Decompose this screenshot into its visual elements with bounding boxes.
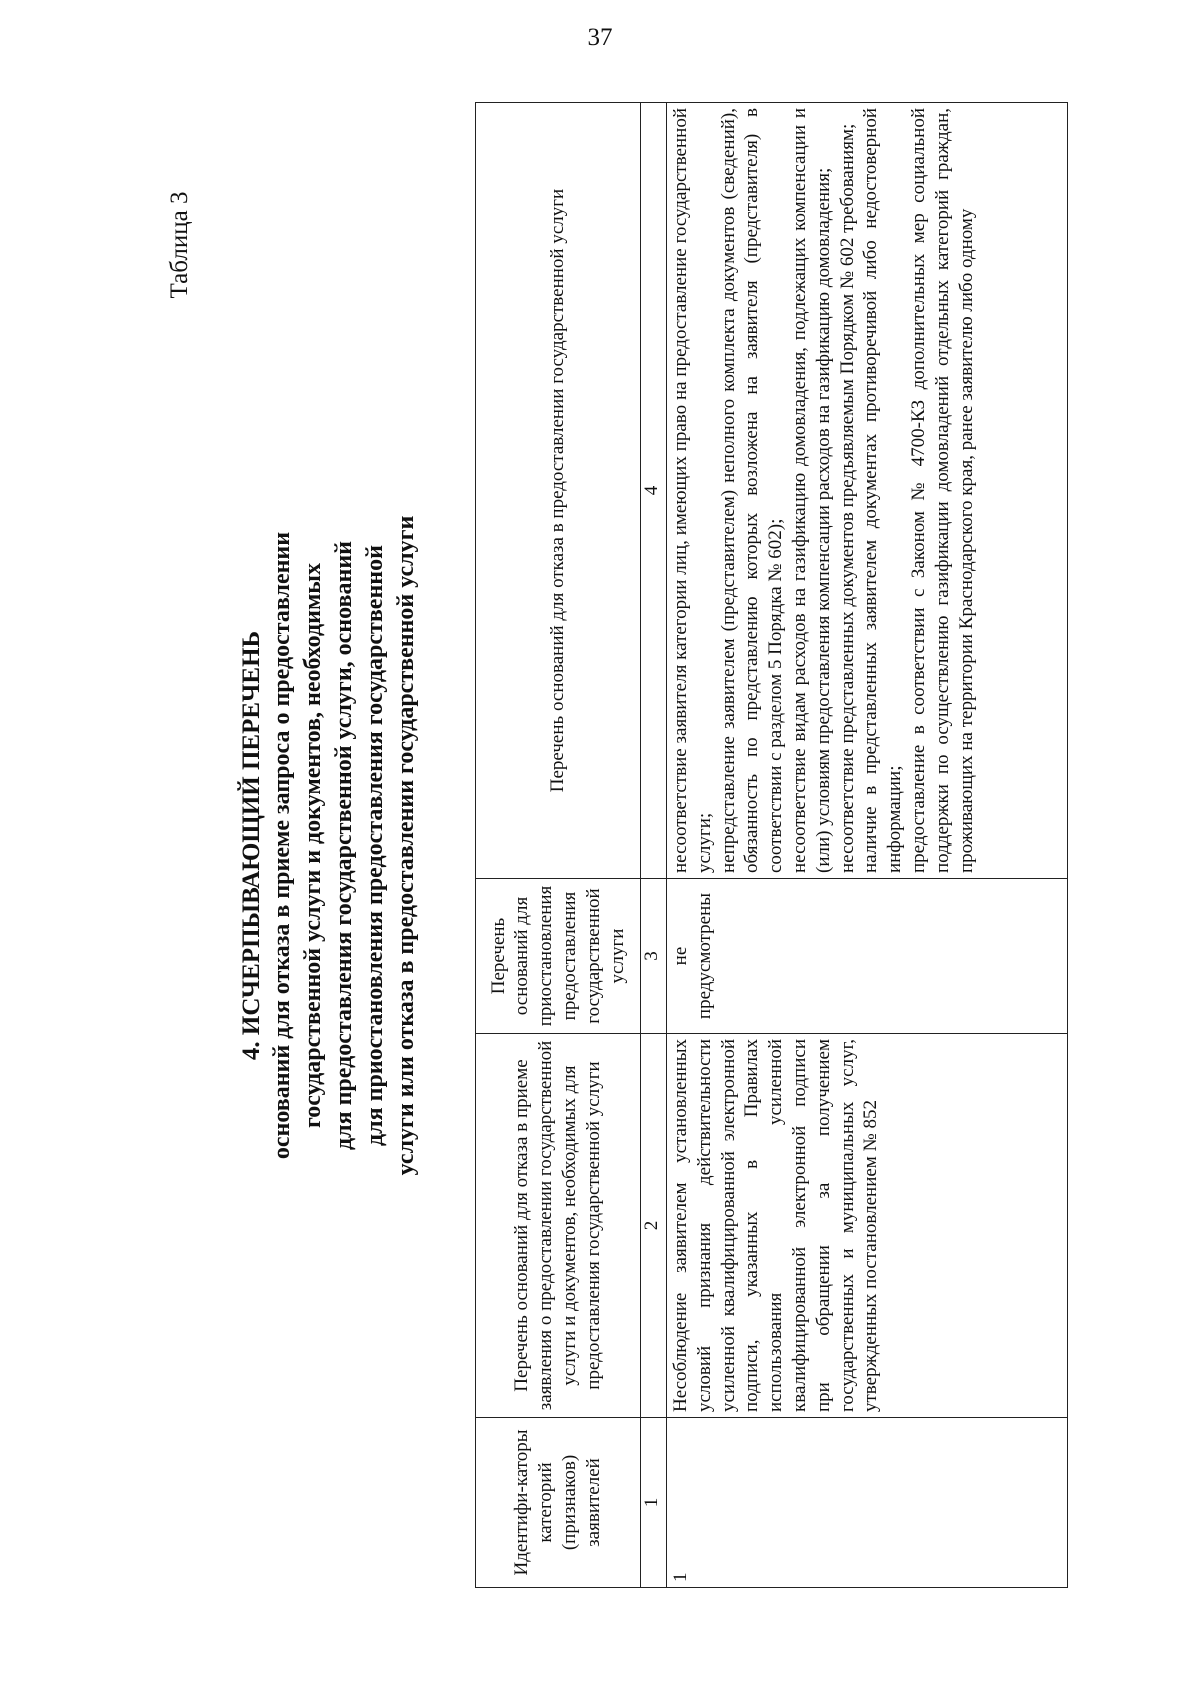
- page-number: 37: [587, 24, 613, 51]
- column-number: 3: [641, 879, 667, 1034]
- header-applicant-identifiers: Идентифи-каторы категорий (признаков) заявителей: [476, 1418, 641, 1588]
- refusal-criterion: несоответствие видам расходов на газификацию домовладения, подлежащих компенсации и (или) условиям предоставления компенсации расходов на газификацию домовладения;: [788, 108, 834, 873]
- table-header-row: [476, 103, 641, 1588]
- refusal-criterion: несоответствие заявителя категории лиц, имеющих право на предоставление государственной услуги;: [670, 108, 715, 873]
- column-number: 2: [641, 1034, 667, 1418]
- column-number-row: [641, 103, 667, 1588]
- column-number: 4: [641, 103, 667, 879]
- header-refusal-provision: Перечень оснований для отказа в предоставлении государственной услуги: [476, 103, 641, 879]
- cell-refusal-provision: [667, 103, 1068, 879]
- heading-line: услуги или отказа в предоставлении государственной услуги: [393, 515, 419, 1176]
- refusal-criterion: непредставление заявителем (представителем) неполного комплекта документов (сведений), обязанность по представлению которых возложена на заявителя (представителя) в соответствии с разделом 5 Порядка № 602);: [717, 108, 787, 873]
- cell-suspension: не предусмотрены: [667, 879, 1068, 1034]
- refusal-criterion: предоставление в соответствии с Законом № 4700-КЗ дополнительных мер социальной поддержки по осуществлению газификации домовладений отдельных категорий граждан, проживающих на территории Краснодарского края, ранее заявителю либо одному: [907, 108, 977, 873]
- heading-line: для предоставления государственной услуги, оснований: [331, 541, 357, 1150]
- cell-identifier: 1: [667, 1418, 1068, 1588]
- heading-line: государственной услуги и документов, необходимых: [300, 562, 326, 1129]
- section-title: 4. ИСЧЕРПЫВАЮЩИЙ ПЕРЕЧЕНЬ: [238, 630, 265, 1061]
- header-suspension: Перечень оснований для приостановления предоставления государственной услуги: [476, 879, 641, 1034]
- refusal-grounds-table: [475, 102, 1068, 1588]
- refusal-criterion: наличие в представленных заявителем документах противоречивой либо недостоверной информации;: [860, 108, 906, 873]
- refusal-criterion: несоответствие представленных документов предъявляемым Порядком № 602 требованиям;: [836, 123, 858, 873]
- column-number: 1: [641, 1418, 667, 1588]
- rotated-landscape-content: [230, 103, 1140, 1588]
- section-heading: [230, 103, 475, 1588]
- table-label: Таблица 3: [166, 191, 193, 299]
- heading-line: оснований для отказа в приеме запроса о предоставлении: [269, 531, 295, 1160]
- cell-refusal-reception: Несоблюдение заявителем установленных условий признания действительности усиленной квалифицированной электронной подписи, указанных в Правилах использования усиленной квалифицированной электронной подписи при обращении за получением государственных и муниципальных услуг, утвержденных постановлением № 852: [667, 1034, 1068, 1418]
- heading-line: для приостановления предоставления государственной: [362, 545, 388, 1146]
- table-row: [667, 103, 1068, 1588]
- header-refusal-reception: Перечень оснований для отказа в приеме заявления о предоставлении государственной услуги и документов, необходимых для предоставления государственной услуги: [476, 1034, 641, 1418]
